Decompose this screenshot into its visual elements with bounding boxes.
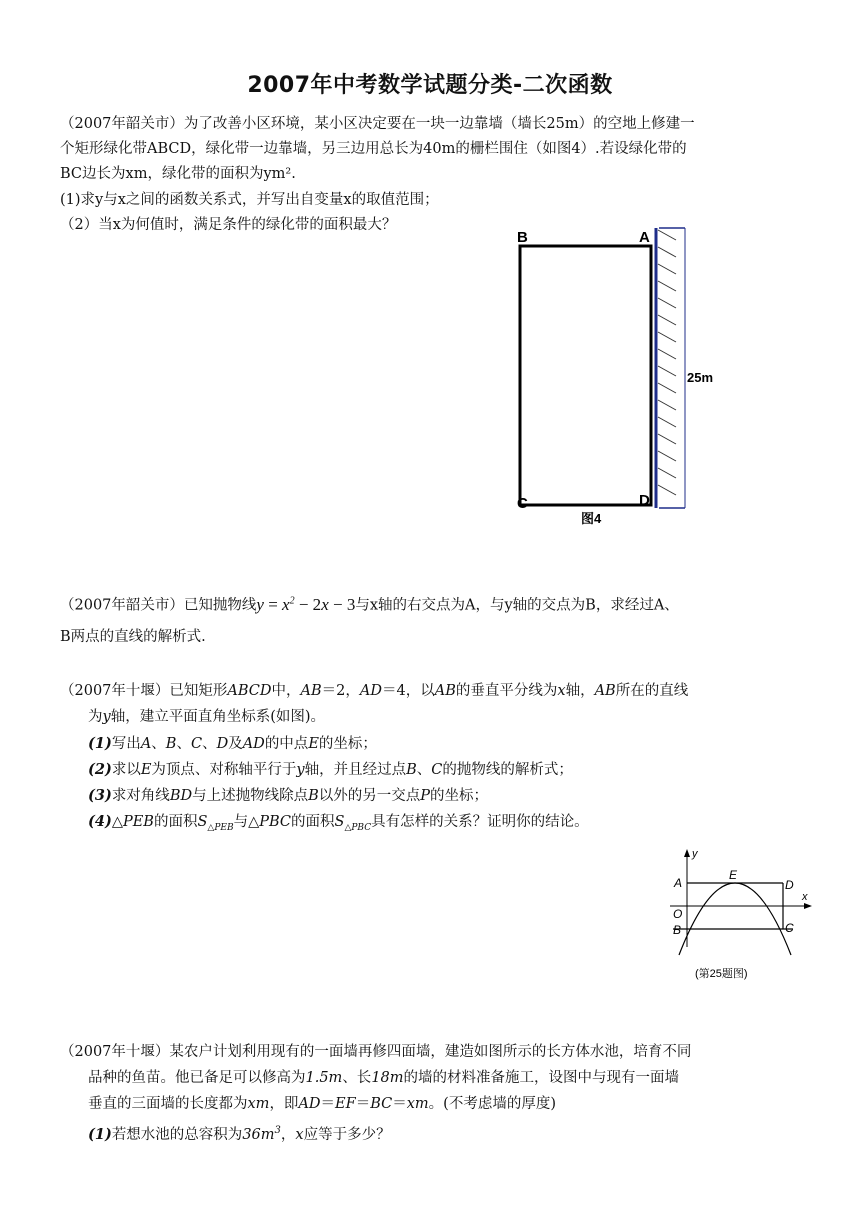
text-segment: 的坐标； [318,736,377,752]
text-segment: 、 [176,736,191,752]
label-d: D [639,492,650,509]
text-segment: C [190,736,203,752]
text-segment: 轴， [565,683,595,699]
hatch-mark [658,349,676,359]
problem3-line2 [88,705,325,730]
text-segment: △PEB [207,822,234,833]
hatch-mark [658,230,676,240]
axis-label-x: x [802,891,808,903]
problem1-question2: （2）当x为何值时，满足条件的绿化带的面积最大？ [60,217,397,233]
parabola-equation [256,595,355,614]
text-segment: 、 [151,736,166,752]
text-segment: ABCD [227,683,272,699]
x-axis-arrow [804,903,812,909]
text-segment: (4) [88,813,112,830]
green-belt-rectangle [520,246,651,505]
text-segment: (1) [88,1125,112,1143]
text-segment: E [140,762,152,778]
text-segment: EF [335,1096,356,1112]
point-label-b: B [673,923,682,937]
text-segment: AB [594,683,616,699]
text-segment: 。(不考虑墙的厚度) [428,1096,556,1112]
wall-hatching [658,230,676,495]
problem4-line2 [88,1066,679,1091]
text-segment: B [406,762,417,778]
text-segment: x [295,1126,304,1143]
eq-x: x [282,594,290,614]
text-segment: ＝2， [321,683,360,699]
wall-length-label: 25m [687,370,714,385]
axis-label-y: y [692,848,698,860]
point-label-d: D [785,878,794,892]
text-segment: 若想水池的总容积为 [111,1126,243,1143]
text-segment: 的墙的材料准备施工，设图中与现有一面墙 [403,1070,680,1086]
hatch-mark [658,383,676,393]
text-segment: 写出 [111,736,141,752]
problem2-line1 [60,588,679,619]
problem3-question1 [88,731,377,757]
point-label-c: C [785,921,794,935]
hatch-mark [658,247,676,257]
problem4-question1 [88,1118,391,1148]
text-segment: ， [280,1126,296,1143]
text-segment: 36m [242,1126,275,1143]
text-segment: 以外的另一交点 [318,788,421,804]
point-label-e: E [729,868,738,882]
text-segment: 的中点 [264,736,309,752]
text-segment: 18m [371,1070,404,1086]
text-segment: B [165,736,177,752]
text-segment: 为顶点、对称轴平行于 [151,762,297,778]
text-segment: (3) [88,787,112,804]
text-segment: 具有怎样的关系？证明你的结论。 [371,814,589,830]
hatch-mark [658,332,676,342]
label-c: C [517,495,528,512]
text-segment: xm [406,1096,429,1112]
text-segment: ＝ [355,1096,371,1112]
problem3-question2 [88,757,573,783]
text-segment: （2007年十堰）已知矩形 [60,683,228,699]
eq-equals: = [263,594,283,614]
text-segment: 的抛物线的解析式； [442,762,573,778]
text-segment: 、 [202,736,217,752]
figure-25 [665,845,825,985]
text-segment: 垂直的三面墙的长度都为 [88,1096,248,1112]
text-segment: AB [300,683,322,699]
text-segment: D [216,736,229,752]
problem3-question4 [88,809,589,841]
text-segment: S [334,814,345,830]
text-segment: x [557,683,566,699]
text-segment: xm [247,1096,270,1112]
text-segment: 与 [233,814,249,830]
text-segment: (2) [88,761,112,778]
text-segment: 为 [88,709,103,725]
text-segment: A [140,736,152,752]
problem2-intro: （2007年韶关市）已知抛物线 [60,597,257,614]
eq-term1: − 2 [294,594,322,614]
figure-4 [505,220,720,530]
text-segment: BC [370,1096,393,1112]
text-segment: 轴，建立平面直角坐标系(如图)。 [110,709,326,725]
hatch-mark [658,468,676,478]
point-label-o: O [673,907,683,921]
text-segment: 应等于多少？ [303,1126,391,1143]
text-segment: y [102,709,111,725]
text-segment: △PBC [248,814,292,830]
text-segment: △PEB [111,814,154,830]
eq-exponent: 2 [289,595,295,606]
figure-25-caption: (第25题图) [695,968,748,980]
point-label-a: A [674,876,683,890]
text-segment: 中， [271,683,301,699]
text-segment: AB [434,683,456,699]
text-segment: 3 [274,1125,281,1136]
text-segment: E [308,736,319,752]
text-segment: ＝4，以 [382,683,435,699]
eq-y: y [256,594,264,614]
hatch-mark [658,451,676,461]
text-segment: 求以 [111,762,141,778]
text-segment: C [431,762,443,778]
figure-4-caption: 图4 [581,511,602,526]
problem3-line1 [60,679,688,704]
text-segment: 的面积 [291,814,335,830]
text-segment: 及 [228,736,243,752]
label-b: B [517,229,528,246]
hatch-mark [658,434,676,444]
text-segment: ，即 [269,1096,299,1112]
hatch-mark [658,485,676,495]
eq-term2: − 3 [328,594,356,614]
hatch-mark [658,400,676,410]
hatch-mark [658,298,676,308]
label-a: A [639,229,650,246]
text-segment: AD [242,736,265,752]
text-segment: 、长 [342,1070,372,1086]
text-segment: ＝ [320,1096,336,1112]
problem1-line3: BC边长为xm，绿化带的面积为ym². [60,166,296,182]
hatch-mark [658,366,676,376]
text-segment: 轴，并且经过点 [304,762,407,778]
problem1-question1: (1)求y与x之间的函数关系式，并写出自变量x的取值范围； [60,192,439,208]
eq-x2: x [321,594,329,614]
text-segment: AD [298,1096,321,1112]
text-segment: B [308,788,319,804]
text-segment: 求对角线 [111,788,170,804]
problem1-line2: 个矩形绿化带ABCD，绿化带一边靠墙，另三边用总长为40m的栅栏围住（如图4）.若设绿化带的 [60,141,687,157]
text-segment: P [420,788,431,804]
problem4-line3 [88,1092,556,1117]
text-segment: 、 [416,762,432,778]
hatch-mark [658,264,676,274]
text-segment: 的垂直平分线为 [455,683,558,699]
text-segment: 的面积 [153,814,198,830]
text-segment: 的坐标； [430,788,489,804]
text-segment: 品种的鱼苗。他已备足可以修高为 [88,1070,306,1086]
text-segment: ＝ [392,1096,407,1112]
text-segment: 与上述抛物线除点 [192,788,309,804]
text-segment: S [197,814,208,830]
problem2-line2: B两点的直线的解析式. [60,629,206,645]
text-segment: BD [169,788,193,804]
problem1-line1: （2007年韶关市）为了改善小区环境，某小区决定要在一块一边靠墙（墙长25m）的空地上修建一 [60,116,695,132]
text-segment: AD [359,683,383,699]
hatch-mark [658,281,676,291]
text-segment: △PBC [344,822,372,833]
problem3-question3 [88,783,488,809]
hatch-mark [658,315,676,325]
text-segment: 所在的直线 [615,683,689,699]
text-segment: y [296,762,305,778]
problem2-rest: 与x轴的右交点为A，与y轴的交点为B，求经过A、 [355,597,679,614]
parabola-curve [679,883,791,955]
text-segment: 1.5m [305,1070,343,1086]
hatch-mark [658,417,676,427]
problem4-line1: （2007年十堰）某农户计划利用现有的一面墙再修四面墙，建造如图所示的长方体水池，培育不同 [60,1044,692,1060]
page-title: 2007年中考数学试题分类-二次函数 [247,73,613,98]
y-axis-arrow [684,849,690,857]
text-segment: (1) [88,735,112,752]
